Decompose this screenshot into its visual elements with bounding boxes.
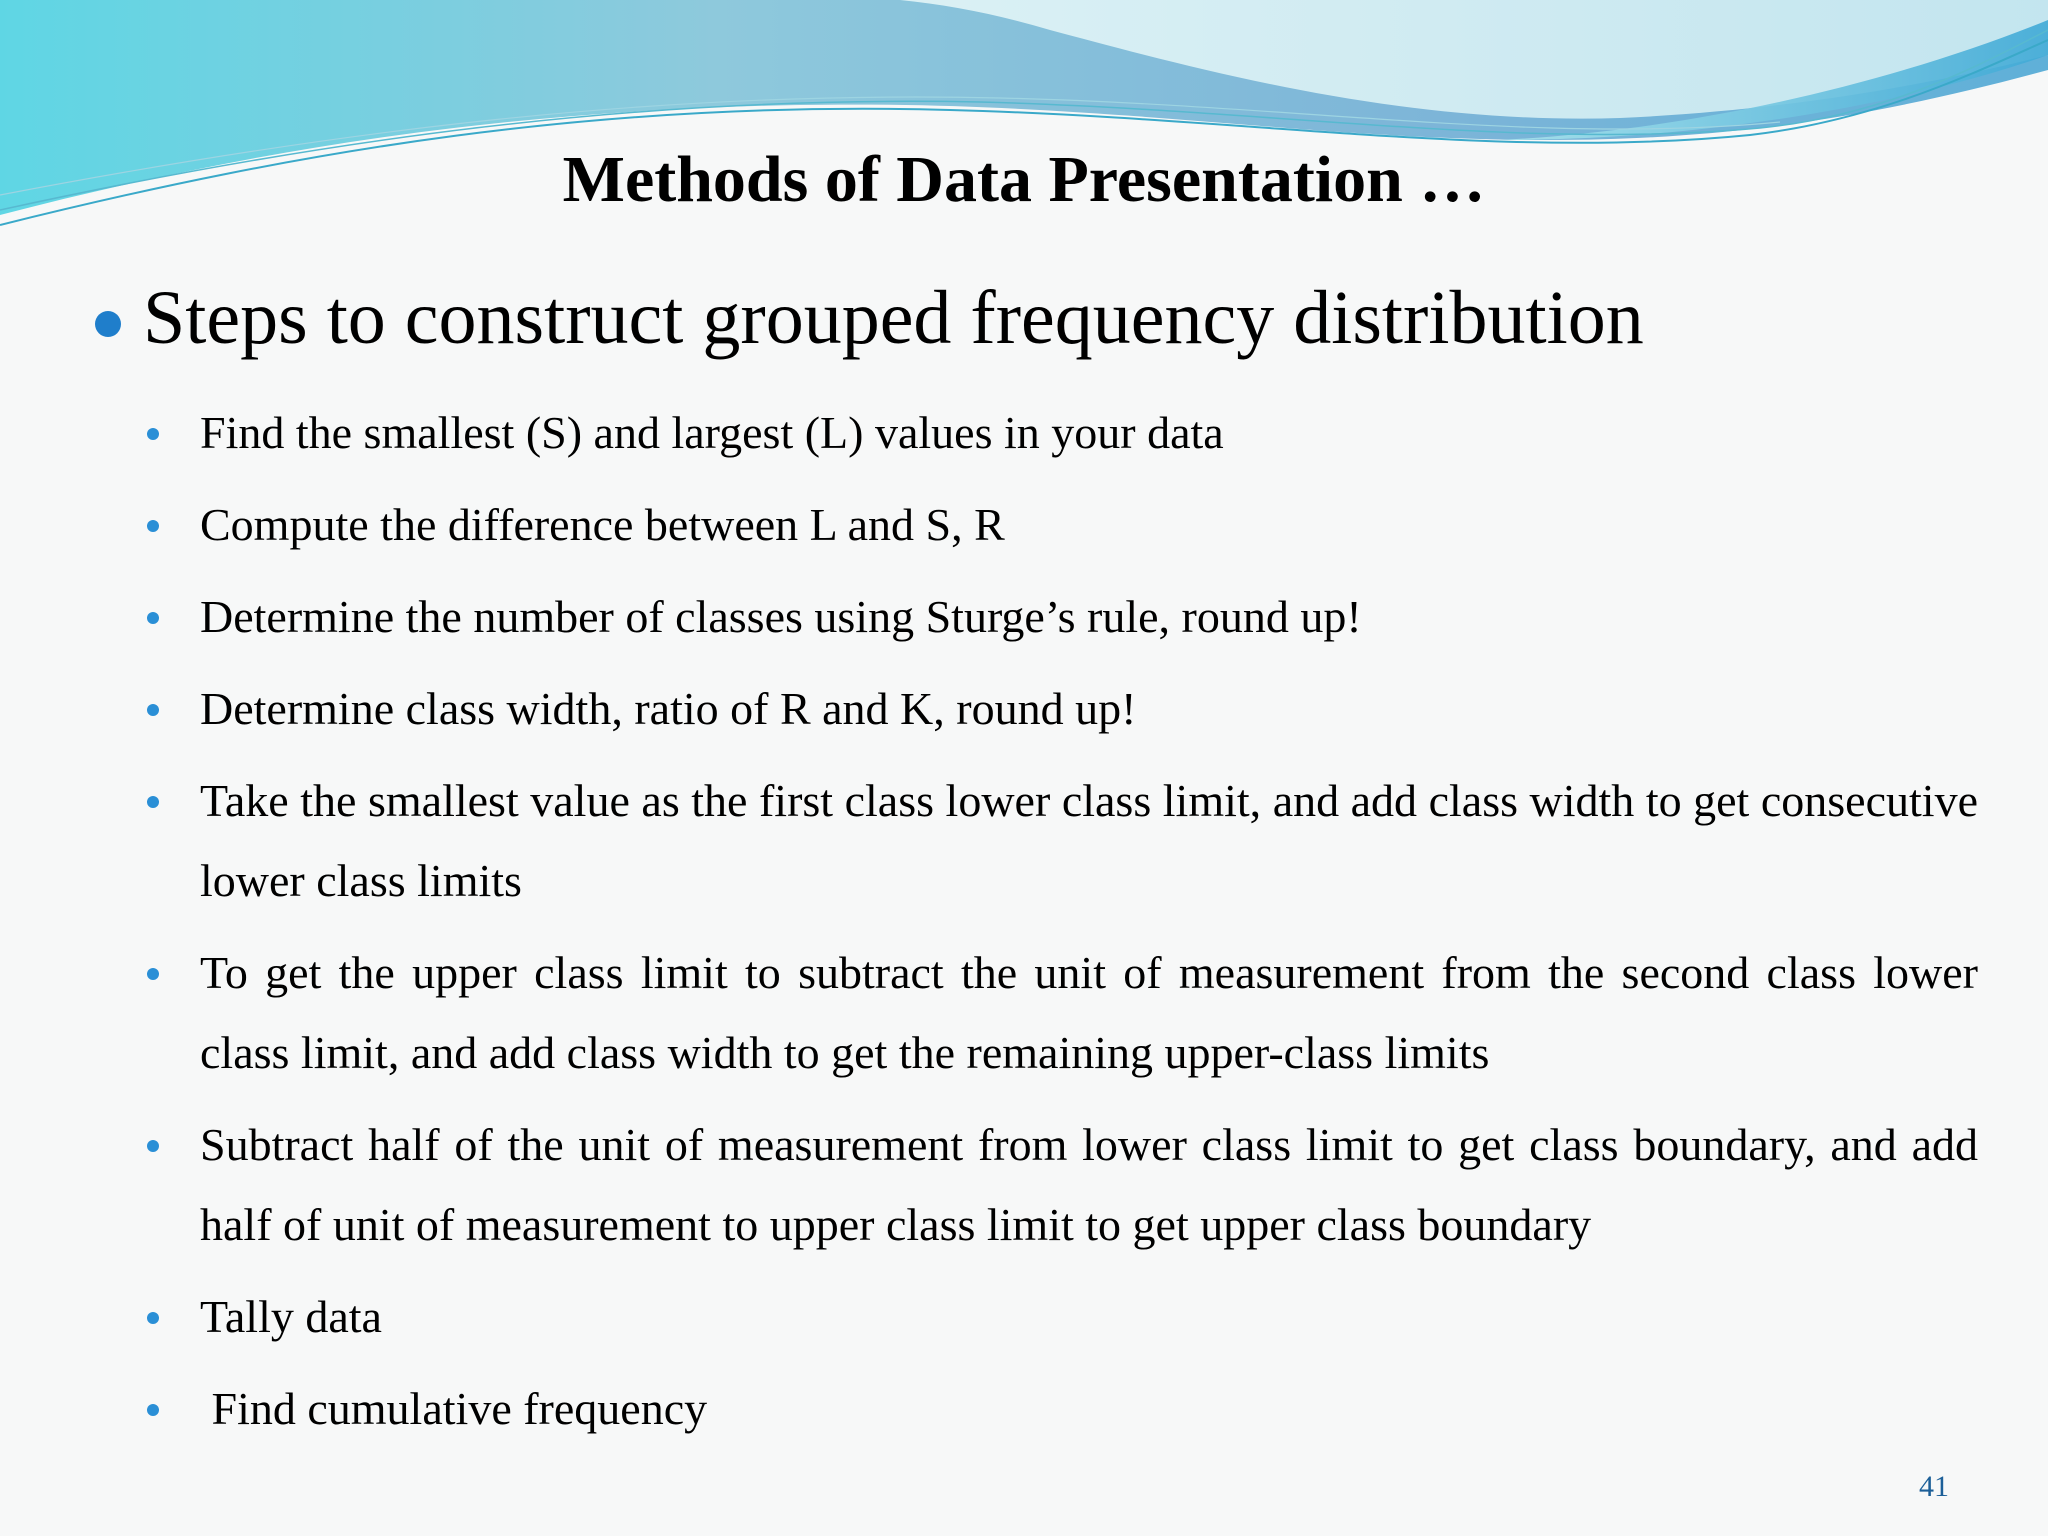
step-text: Subtract half of the unit of measurement from lower class limit to get class boundary, and add half of unit of measurement to upper class limit to get upper class boundary <box>200 1119 1978 1250</box>
list-item <box>140 669 1978 749</box>
bullet-icon <box>147 1404 159 1416</box>
bullet-icon <box>147 612 159 624</box>
bullet-icon <box>147 1140 159 1152</box>
step-text: Determine the number of classes using Sturge’s rule, round up! <box>200 591 1362 642</box>
page-number: 41 <box>1919 1470 1949 1503</box>
bullet-icon <box>147 796 159 808</box>
list-item <box>140 1105 1978 1265</box>
bullet-icon <box>147 520 159 532</box>
bullet-icon <box>147 428 159 440</box>
step-text: Take the smallest value as the first class lower class limit, and add class width to get consecutive lower class limits <box>200 775 1978 906</box>
list-item <box>140 1277 1978 1357</box>
step-text: Find the smallest (S) and largest (L) values in your data <box>200 407 1224 458</box>
bullet-icon <box>147 704 159 716</box>
bullet-icon <box>147 968 159 980</box>
list-item <box>140 761 1978 921</box>
list-item <box>140 485 1978 565</box>
bullet-icon <box>95 311 121 337</box>
list-item <box>140 1369 1978 1449</box>
bullet-icon <box>147 1312 159 1324</box>
list-item <box>140 577 1978 657</box>
steps-list <box>140 393 1978 1461</box>
main-bullet <box>95 275 1644 361</box>
main-bullet-text: Steps to construct grouped frequency distribution <box>143 276 1644 360</box>
header-wave-decoration <box>0 0 2048 260</box>
step-text: Compute the difference between L and S, R <box>200 499 1005 550</box>
step-text: To get the upper class limit to subtract the unit of measurement from the second class lower class limit, and add class width to get the remaining upper-class limits <box>200 947 1978 1078</box>
step-text: Tally data <box>200 1291 382 1342</box>
slide-title: Methods of Data Presentation … <box>562 143 1486 216</box>
step-text: Determine class width, ratio of R and K, round up! <box>200 683 1137 734</box>
list-item <box>140 933 1978 1093</box>
step-text: Find cumulative frequency <box>200 1383 708 1434</box>
list-item <box>140 393 1978 473</box>
